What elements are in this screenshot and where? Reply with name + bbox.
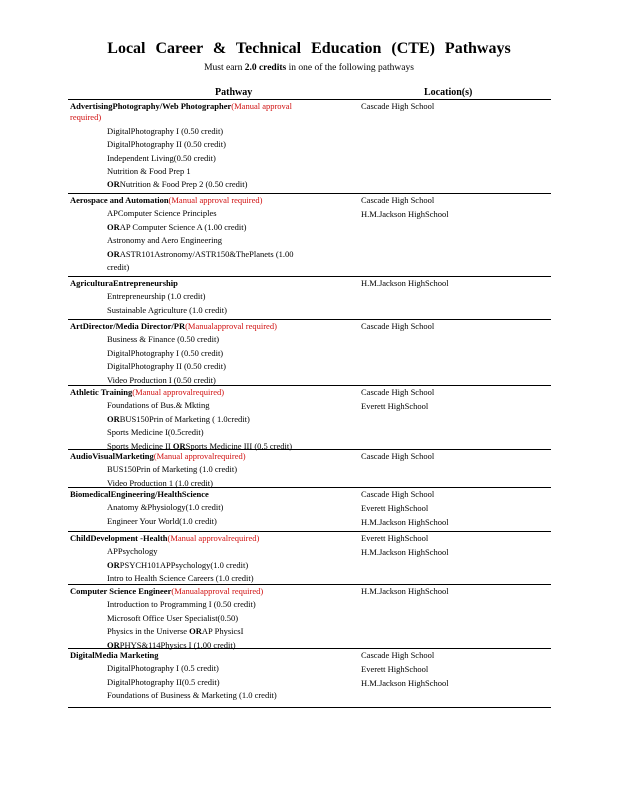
approval-note: required) bbox=[70, 112, 102, 123]
column-header-pathway: Pathway bbox=[215, 87, 253, 98]
course-name: Independent Living(0.50 credit) bbox=[107, 152, 216, 163]
location-name: H.M.Jackson HighSchool bbox=[361, 278, 449, 288]
course-name: Engineer Your World(1.0 credit) bbox=[107, 515, 217, 526]
course-text bbox=[107, 334, 219, 345]
pathway-name: Athletic Training bbox=[70, 387, 133, 397]
course-text bbox=[107, 599, 256, 610]
pathway-name: Aerospace and Automation bbox=[70, 195, 169, 205]
section-rule bbox=[68, 707, 551, 708]
page-title: Local Career & Technical Education (CTE) Pathways bbox=[107, 40, 511, 57]
section-rule bbox=[68, 449, 551, 450]
location-name: Everett HighSchool bbox=[361, 533, 429, 543]
alternative-text bbox=[107, 560, 248, 571]
course-name-alt: credit) bbox=[107, 262, 130, 272]
course-name: APComputer Science Principles bbox=[107, 208, 217, 219]
pathway-name: AgriculturaEntrepreneurship bbox=[70, 278, 178, 288]
location-name: Everett HighSchool bbox=[361, 664, 429, 674]
alternative-text bbox=[107, 414, 250, 425]
course-name: Microsoft Office User Specialist(0.50) bbox=[107, 612, 239, 623]
pathway-name: ChildDevelopment -Health bbox=[70, 533, 168, 543]
section-rule bbox=[68, 648, 551, 649]
location-name: Cascade High School bbox=[361, 650, 435, 660]
course-text bbox=[107, 305, 227, 316]
course-text bbox=[107, 546, 158, 557]
course-name-alt: Sports Medicine III (0.5 credit) bbox=[185, 440, 293, 451]
course-name: Physics in the Universe bbox=[107, 626, 188, 637]
or-keyword: OR bbox=[107, 221, 120, 232]
course-name: Sports Medicine I(0.5credit) bbox=[107, 427, 204, 438]
course-name-alt: ASTR101Astronomy/ASTR150&ThePlanets (1.00 bbox=[119, 248, 294, 259]
page-subtitle bbox=[0, 63, 618, 73]
pathway-heading bbox=[70, 195, 262, 206]
course-text bbox=[107, 626, 243, 637]
location-name: H.M.Jackson HighSchool bbox=[361, 517, 449, 527]
header-rule bbox=[68, 99, 551, 100]
pathway-name: DigitalMedia Marketing bbox=[70, 650, 159, 660]
course-name-alt: Nutrition & Food Prep 2 (0.50 credit) bbox=[119, 179, 248, 190]
approval-note: (Manual approval required) bbox=[168, 195, 263, 205]
course-name: DigitalPhotography II (0.50 credit) bbox=[107, 361, 226, 372]
alternative-text bbox=[107, 179, 247, 190]
course-name: Business & Finance (0.50 credit) bbox=[107, 334, 220, 345]
or-keyword: OR bbox=[107, 559, 120, 570]
or-keyword: OR bbox=[187, 626, 202, 637]
section-rule bbox=[68, 531, 551, 532]
approval-note: (Manualapproval required) bbox=[185, 321, 277, 331]
course-text bbox=[107, 208, 217, 219]
pathway-heading bbox=[70, 321, 277, 332]
location-name: Cascade High School bbox=[361, 489, 435, 499]
location-name: Cascade High School bbox=[361, 451, 435, 461]
course-text bbox=[107, 166, 191, 177]
approval-note: (Manualapproval required) bbox=[171, 586, 264, 596]
subtitle-credits: 2.0 credits bbox=[244, 63, 287, 73]
pathway-name: Computer Science Engineer bbox=[70, 586, 172, 596]
course-name: DigitalPhotography I (0.50 credit) bbox=[107, 125, 224, 136]
course-name-alt: BUS150Prin of Marketing ( 1.0credit) bbox=[119, 413, 250, 424]
course-text bbox=[107, 291, 205, 302]
course-text bbox=[107, 502, 223, 513]
pathway-heading bbox=[70, 533, 259, 544]
section-rule bbox=[68, 319, 551, 320]
location-name: Everett HighSchool bbox=[361, 401, 429, 411]
course-name: Video Production 1 (1.0 credit) bbox=[107, 477, 213, 488]
location-name: H.M.Jackson HighSchool bbox=[361, 586, 449, 596]
course-name: DigitalPhotography I (0.5 credit) bbox=[107, 663, 219, 674]
pathway-name: ArtDirector/Media Director/PR bbox=[70, 321, 186, 331]
subtitle-pre: Must earn bbox=[204, 63, 243, 73]
course-text bbox=[107, 663, 219, 674]
course-name: Sustainable Agriculture (1.0 credit) bbox=[107, 304, 227, 315]
or-keyword: OR bbox=[107, 179, 120, 190]
alternative-text bbox=[107, 222, 246, 233]
alternative-text bbox=[107, 249, 294, 260]
course-text bbox=[107, 690, 277, 701]
course-text bbox=[107, 375, 216, 386]
course-text bbox=[107, 361, 226, 372]
or-keyword: OR bbox=[107, 639, 120, 650]
course-text bbox=[107, 126, 223, 137]
course-name: Foundations of Business & Marketing (1.0 credit) bbox=[107, 690, 277, 701]
course-name: APPsychology bbox=[107, 546, 158, 557]
course-name: BUS150Prin of Marketing (1.0 credit) bbox=[107, 464, 238, 475]
course-name-alt: AP Computer Science A (1.00 credit) bbox=[119, 221, 247, 232]
course-text bbox=[107, 464, 237, 475]
course-name: Anatomy &Physiology(1.0 credit) bbox=[107, 502, 224, 513]
location-name: Cascade High School bbox=[361, 101, 435, 111]
subtitle-post: in one of the following pathways bbox=[288, 63, 414, 73]
or-keyword: OR bbox=[170, 440, 186, 451]
course-text bbox=[107, 573, 254, 584]
course-name: Entrepreneurship (1.0 credit) bbox=[107, 291, 206, 302]
course-text bbox=[107, 235, 222, 246]
course-text bbox=[107, 348, 223, 359]
course-name: Intro to Health Science Careers (1.0 credit) bbox=[107, 573, 254, 584]
section-rule bbox=[68, 193, 551, 194]
course-text bbox=[107, 516, 217, 527]
or-keyword: OR bbox=[107, 413, 120, 424]
course-name: Sports Medicine II bbox=[107, 440, 171, 451]
course-name-alt: PSYCH101APPsychology(1.0 credit) bbox=[119, 559, 249, 570]
pathway-heading bbox=[70, 489, 209, 500]
course-name: Astronomy and Aero Engineering bbox=[107, 235, 222, 246]
course-name: DigitalPhotography II(0.5 credit) bbox=[107, 676, 220, 687]
approval-note: (Manual approval bbox=[231, 101, 292, 111]
column-header-location: Location(s) bbox=[424, 87, 473, 98]
course-text bbox=[107, 427, 204, 438]
pathway-heading bbox=[70, 650, 159, 661]
course-text bbox=[107, 139, 226, 150]
section-rule bbox=[68, 487, 551, 488]
pathway-name: AdvertisingPhotography/Web Photographer bbox=[70, 101, 232, 111]
pathway-heading bbox=[70, 278, 178, 289]
pathway-name: BiomedicalEngineering/HealthScience bbox=[70, 489, 209, 499]
pathway-heading bbox=[70, 451, 246, 462]
or-keyword: OR bbox=[107, 248, 120, 259]
location-name: H.M.Jackson HighSchool bbox=[361, 678, 449, 688]
location-name: Everett HighSchool bbox=[361, 503, 429, 513]
pathway-heading bbox=[70, 387, 224, 398]
section-rule bbox=[68, 584, 551, 585]
course-name-alt: AP PhysicsI bbox=[201, 626, 244, 637]
course-name: DigitalPhotography I (0.50 credit) bbox=[107, 347, 224, 358]
location-name: H.M.Jackson HighSchool bbox=[361, 547, 449, 557]
course-name: Introduction to Programming I (0.50 credit) bbox=[107, 599, 256, 610]
course-text bbox=[107, 153, 216, 164]
course-name: Nutrition & Food Prep 1 bbox=[107, 166, 191, 176]
course-text bbox=[107, 400, 209, 411]
course-name-alt: PHYS&114Physics I (1.00 credit) bbox=[119, 639, 236, 650]
section-rule bbox=[68, 276, 551, 277]
location-name: Cascade High School bbox=[361, 195, 435, 205]
location-name: Cascade High School bbox=[361, 321, 435, 331]
pathway-heading bbox=[70, 586, 263, 597]
course-name: DigitalPhotography II (0.50 credit) bbox=[107, 139, 226, 150]
course-text bbox=[107, 677, 220, 688]
section-rule bbox=[68, 385, 551, 386]
approval-note: (Manual approvalrequired) bbox=[132, 387, 225, 397]
approval-note: (Manual approvalrequired) bbox=[153, 451, 246, 461]
course-name: Foundations of Bus.& Mkting bbox=[107, 400, 210, 411]
pathway-name: AudioVisualMarketing bbox=[70, 451, 154, 461]
pathway-heading bbox=[70, 101, 292, 112]
location-name: Cascade High School bbox=[361, 387, 435, 397]
course-text bbox=[107, 613, 238, 624]
course-name: Video Production I (0.50 credit) bbox=[107, 374, 216, 385]
approval-note: (Manual approvalrequired) bbox=[167, 533, 260, 543]
location-name: H.M.Jackson HighSchool bbox=[361, 209, 449, 219]
